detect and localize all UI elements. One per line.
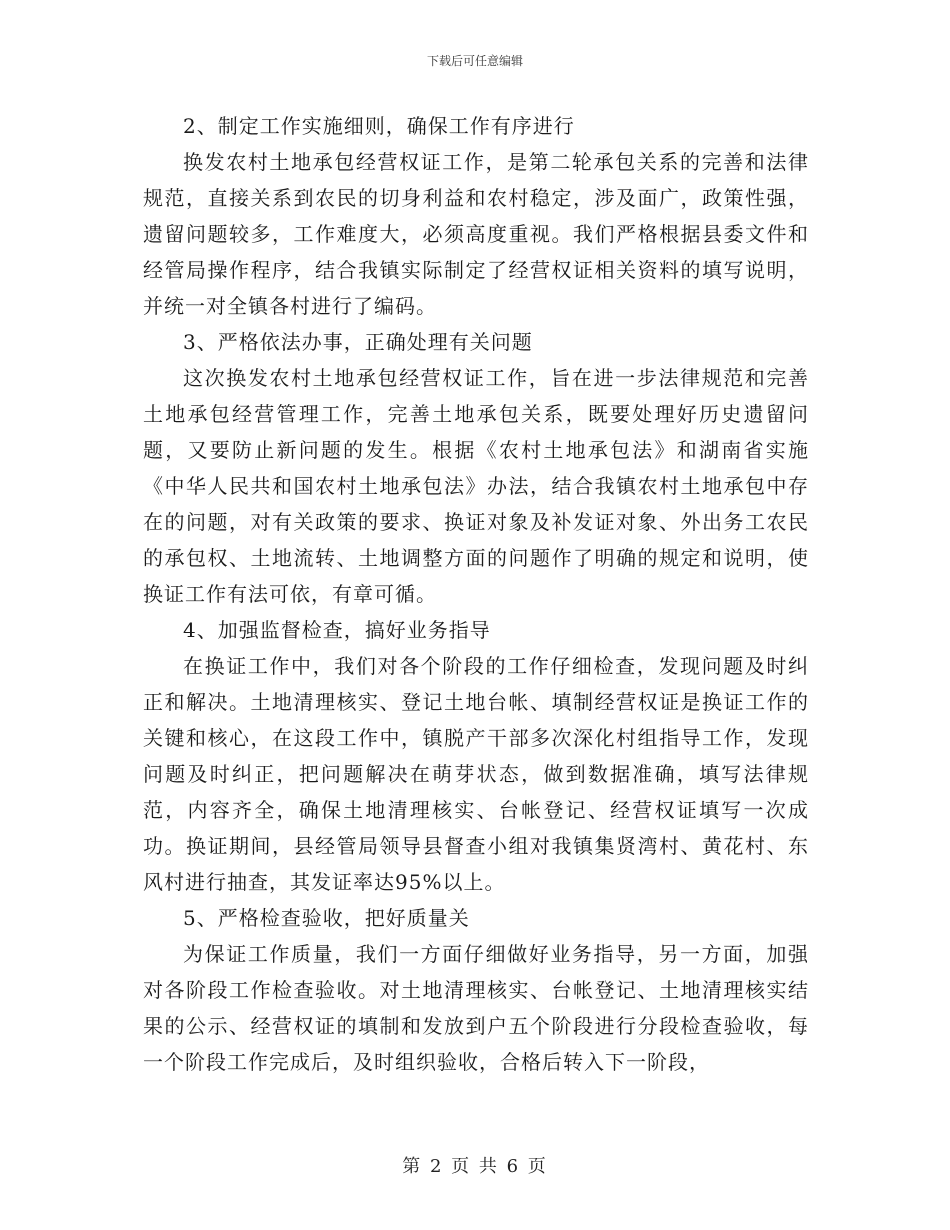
body-paragraph: 为保证工作质量，我们一方面仔细做好业务指导，另一方面，加强对各阶段工作检查验收。对土地清理核实、台帐登记、土地清理核实结果的公示、经营权证的填制和发放到户五个阶段进行分段检查验收，每一个阶段工作完成后，及时组织验收，合格后转入下一阶段， — [143, 942, 809, 1074]
section-heading: 5、严格检查验收，把好质量关 — [183, 906, 470, 930]
body-paragraph: 这次换发农村土地承包经营权证工作，旨在进一步法律规范和完善土地承包经营管理工作，完善土地承包关系，既要处理好历史遗留问题，又要防止新问题的发生。根据《农村土地承包法》和湖南省实施《中华人民共和国农村土地承包法》办法，结合我镇农村土地承包中存在的问题，对有关政策的要求、换证对象及补发证对象、外出务工农民的承包权、土地流转、土地调整方面的问题作了明确的规定和说明，使换证工作有法可依，有章可循。 — [143, 366, 809, 606]
section-heading: 2、制定工作实施细则，确保工作有序进行 — [183, 114, 575, 138]
document-body — [143, 108, 809, 1080]
body-paragraph: 换发农村土地承包经营权证工作，是第二轮承包关系的完善和法律规范，直接关系到农民的切身利益和农村稳定，涉及面广，政策性强，遗留问题较多，工作难度大，必须高度重视。我们严格根据县委文件和经管局操作程序，结合我镇实际制定了经营权证相关资料的填写说明，并统一对全镇各村进行了编码。 — [143, 150, 809, 318]
section-heading: 3、严格依法办事，正确处理有关问题 — [183, 330, 533, 354]
body-paragraph: 在换证工作中，我们对各个阶段的工作仔细检查，发现问题及时纠正和解决。土地清理核实、登记土地台帐、填制经营权证是换证工作的关键和核心，在这段工作中，镇脱产干部多次深化村组指导工作，发现问题及时纠正，把问题解决在萌芽状态，做到数据准确，填写法律规范，内容齐全，确保土地清理核实、台帐登记、经营权证填写一次成功。换证期间，县经管局领导县督查小组对我镇集贤湾村、黄花村、东风村进行抽查，其发证率达95%以上。 — [143, 654, 809, 894]
header-note: 下载后可任意编辑 — [426, 54, 523, 68]
page-footer: 第 2 页 共 6 页 — [402, 1156, 548, 1177]
section-heading: 4、加强监督检查，搞好业务指导 — [183, 618, 491, 642]
